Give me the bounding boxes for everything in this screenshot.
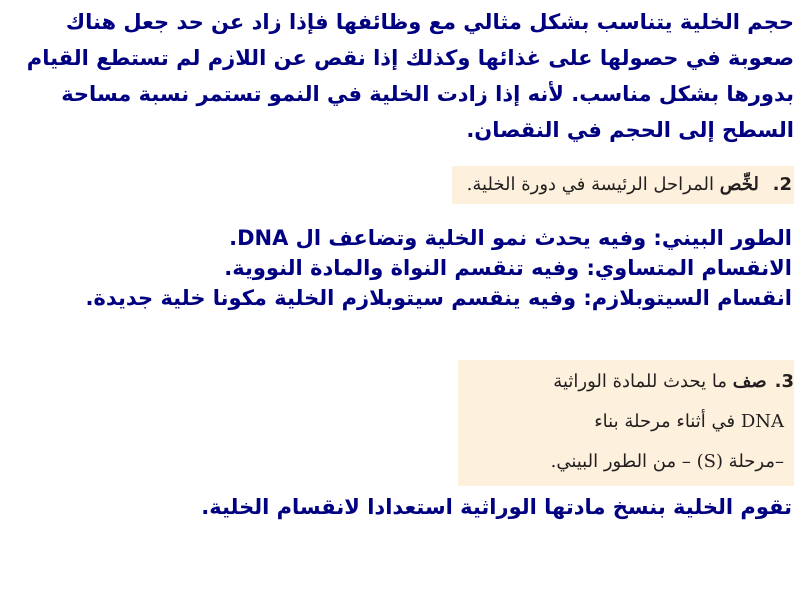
- question-2-verb: لخِّص: [719, 174, 759, 195]
- answer-1-line-1: حجم الخلية يتناسب بشكل مثالي مع وظائفها فإذا زاد عن حد جعل هناك: [65, 10, 794, 34]
- answer-1-line-2: صعوبة في حصولها على غذائها وكذلك إذا نقص عن اللازم لم تستطع القيام: [26, 46, 794, 70]
- answer-1-paragraph: [6, 4, 794, 148]
- question-3-number: 3.: [774, 371, 794, 392]
- answer-2-line-2: الانقسام المتساوي: وفيه تنقسم النواة والمادة النووية.: [224, 256, 792, 280]
- question-3-verb: صف: [732, 371, 767, 392]
- answer-3-text: تقوم الخلية بنسخ مادتها الوراثية استعدادا لانقسام الخلية.: [201, 495, 792, 519]
- answer-2-line-3: انقسام السيتوبلازم: وفيه ينقسم سيتوبلازم الخلية مكونا خلية جديدة.: [85, 286, 792, 310]
- question-2-number: 2.: [772, 174, 792, 195]
- question-3-line-3: –مرحلة (S) – من الطور البيني.: [550, 451, 784, 472]
- answer-1-line-3: بدورها بشكل مناسب. لأنه إذا زادت الخلية في النمو تستمر نسبة مساحة: [61, 82, 794, 106]
- answer-2-line-1: الطور البيني: وفيه يحدث نمو الخلية وتضاعف ال DNA.: [229, 226, 792, 250]
- question-3-line-1: [458, 362, 794, 402]
- answer-1-line-4: السطح إلى الحجم في النقصان.: [466, 118, 794, 142]
- question-2-text: المراحل الرئيسة في دورة الخلية.: [466, 174, 714, 195]
- answer-2-list: [85, 223, 792, 313]
- question-3-box: [458, 360, 794, 486]
- question-3-line-1-text: ما يحدث للمادة الوراثية: [553, 371, 727, 392]
- question-3-line-2: DNA في أثناء مرحلة بناء: [594, 411, 784, 432]
- question-2-box: [452, 166, 794, 204]
